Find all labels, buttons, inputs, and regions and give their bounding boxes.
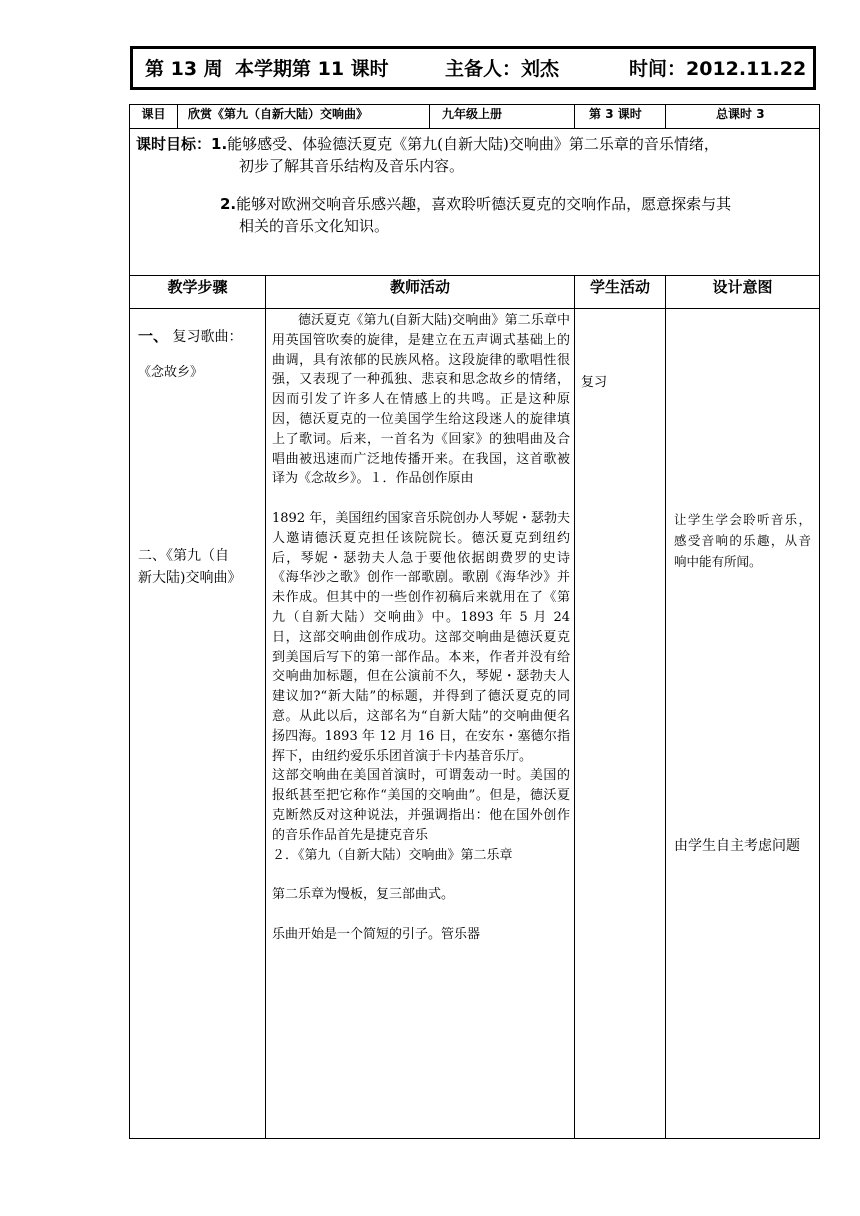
- objectives-label: 课时目标：: [136, 135, 212, 153]
- objective-1-line-2: 初步了解其音乐结构及音乐内容。: [239, 157, 465, 175]
- total-lessons: 总课时 3: [666, 105, 820, 129]
- steps-cell: [130, 309, 266, 1139]
- design-intent-2: 由学生自主考虑问题: [674, 838, 801, 854]
- objective-2-line-2: 相关的音乐文化知识。: [239, 217, 390, 235]
- teacher-paragraph-5: 第二乐章为慢板，复三部曲式。: [272, 887, 455, 903]
- lesson-value: 第 3 课时: [575, 105, 666, 129]
- objective-2-line-1: 能够对欧洲交响音乐感兴趣，喜欢聆听德沃夏克的交响作品，愿意探索与其: [236, 195, 732, 213]
- steps-header: 教学步骤: [130, 276, 266, 309]
- teacher-paragraph-6: 乐曲开始是一个简短的引子。管乐器: [272, 926, 481, 942]
- column-header-row: [130, 276, 820, 309]
- student-review: 复习: [581, 375, 608, 390]
- objective-2-number: 2.: [220, 195, 237, 213]
- objectives-row: [130, 129, 820, 276]
- period-label: 本学期第 11 课时: [235, 58, 389, 80]
- design-intent-cell: [666, 309, 820, 1139]
- objectives-cell: [130, 129, 820, 276]
- header-bar: [130, 46, 816, 90]
- preparer-label: 主备人：刘杰: [445, 58, 560, 80]
- teacher-paragraph-2: 1892 年，美国纽约国家音乐院创办人琴妮・瑟勃夫人邀请德沃夏克担任该院院长。德沃夏克到纽约后，琴妮・瑟勃夫人急于要他依据朗费罗的史诗《海华沙之歌》创作一部歌剧。歌剧《海华沙》并未作成。但其中的一些创作初稿后来就用在了《第九（自新大陆）交响曲》中。1893 年 5 月 24 日，这部交响曲创作成功。这部交响曲是德沃夏克到美国后写下的第一部作品。本来，作者并没有给交响曲加标题，但在公演前不久，琴妮・瑟勃夫人建议加?“新大陆”的标题，并得到了德沃夏克的同意。从此以后，这部名为“自新大陆”的交响曲便名扬四海。1893 年 12 月 16 日，在安东・塞德尔指挥下，由纽约爱乐乐团首演于卡内基音乐厅。: [272, 510, 571, 764]
- objective-1-number: 1.: [211, 135, 228, 153]
- grade-value: 九年级上册: [430, 105, 575, 129]
- info-row: [130, 105, 820, 129]
- student-activity-cell: [575, 309, 666, 1139]
- teacher-paragraph-1: 德沃夏克《第九(自新大陆)交响曲》第二乐章中用英国管吹奏的旋律，是建立在五声调式基础上的曲调，具有浓郁的民族风格。这段旋律的歌唱性很强，又表现了一种孤独、悲哀和思念故乡的情绪，因而引发了许多人在情感上的共鸣。正是这种原因，德沃夏克的一位美国学生给这段迷人的旋律填上了歌词。后来，一首名为《回家》的独唱曲及合唱曲被迅速而广泛地传播开来。在我国，这首歌被译为《念故乡》。１．作品创作原由: [272, 313, 571, 487]
- design-header: 设计意图: [666, 276, 820, 309]
- teacher-paragraph-3: 这部交响曲在美国首演时，可谓轰动一时。美国的报纸甚至把它称作“美国的交响曲”。但是，德沃夏克断然反对这种说法，并强调指出：他在国外创作的音乐作品首先是捷克音乐: [272, 768, 571, 843]
- content-row: [130, 309, 820, 1139]
- date-label: 时间：2012.11.22: [629, 58, 807, 80]
- step-2-line-2: 新大陆)交响曲》: [138, 570, 242, 586]
- step-1-number: 一、: [138, 327, 169, 345]
- step-1-title: 复习歌曲：: [172, 329, 243, 345]
- design-intent-1: 让学生学会聆听音乐，感受音响的乐趣，从音响中能有所闻。: [674, 512, 812, 569]
- teacher-activity-cell: [266, 309, 575, 1139]
- subject-value: 欣赏《第九（自新大陆）交响曲》: [178, 105, 430, 129]
- teacher-header: 教师活动: [266, 276, 575, 309]
- week-label: 第 13 周: [145, 58, 223, 80]
- objective-1-line-1: 能够感受、体验德沃夏克《第九(自新大陆)交响曲》第二乐章的音乐情绪，: [227, 135, 719, 153]
- teacher-paragraph-4: ２．《第九（自新大陆）交响曲》第二乐章: [272, 847, 513, 863]
- step-1-song: 《念故乡》: [138, 365, 204, 380]
- subject-label: 课目: [130, 105, 178, 129]
- step-2-line-1: 二、《第九（自: [138, 548, 229, 564]
- student-header: 学生活动: [575, 276, 666, 309]
- lesson-plan-table: [129, 104, 820, 1139]
